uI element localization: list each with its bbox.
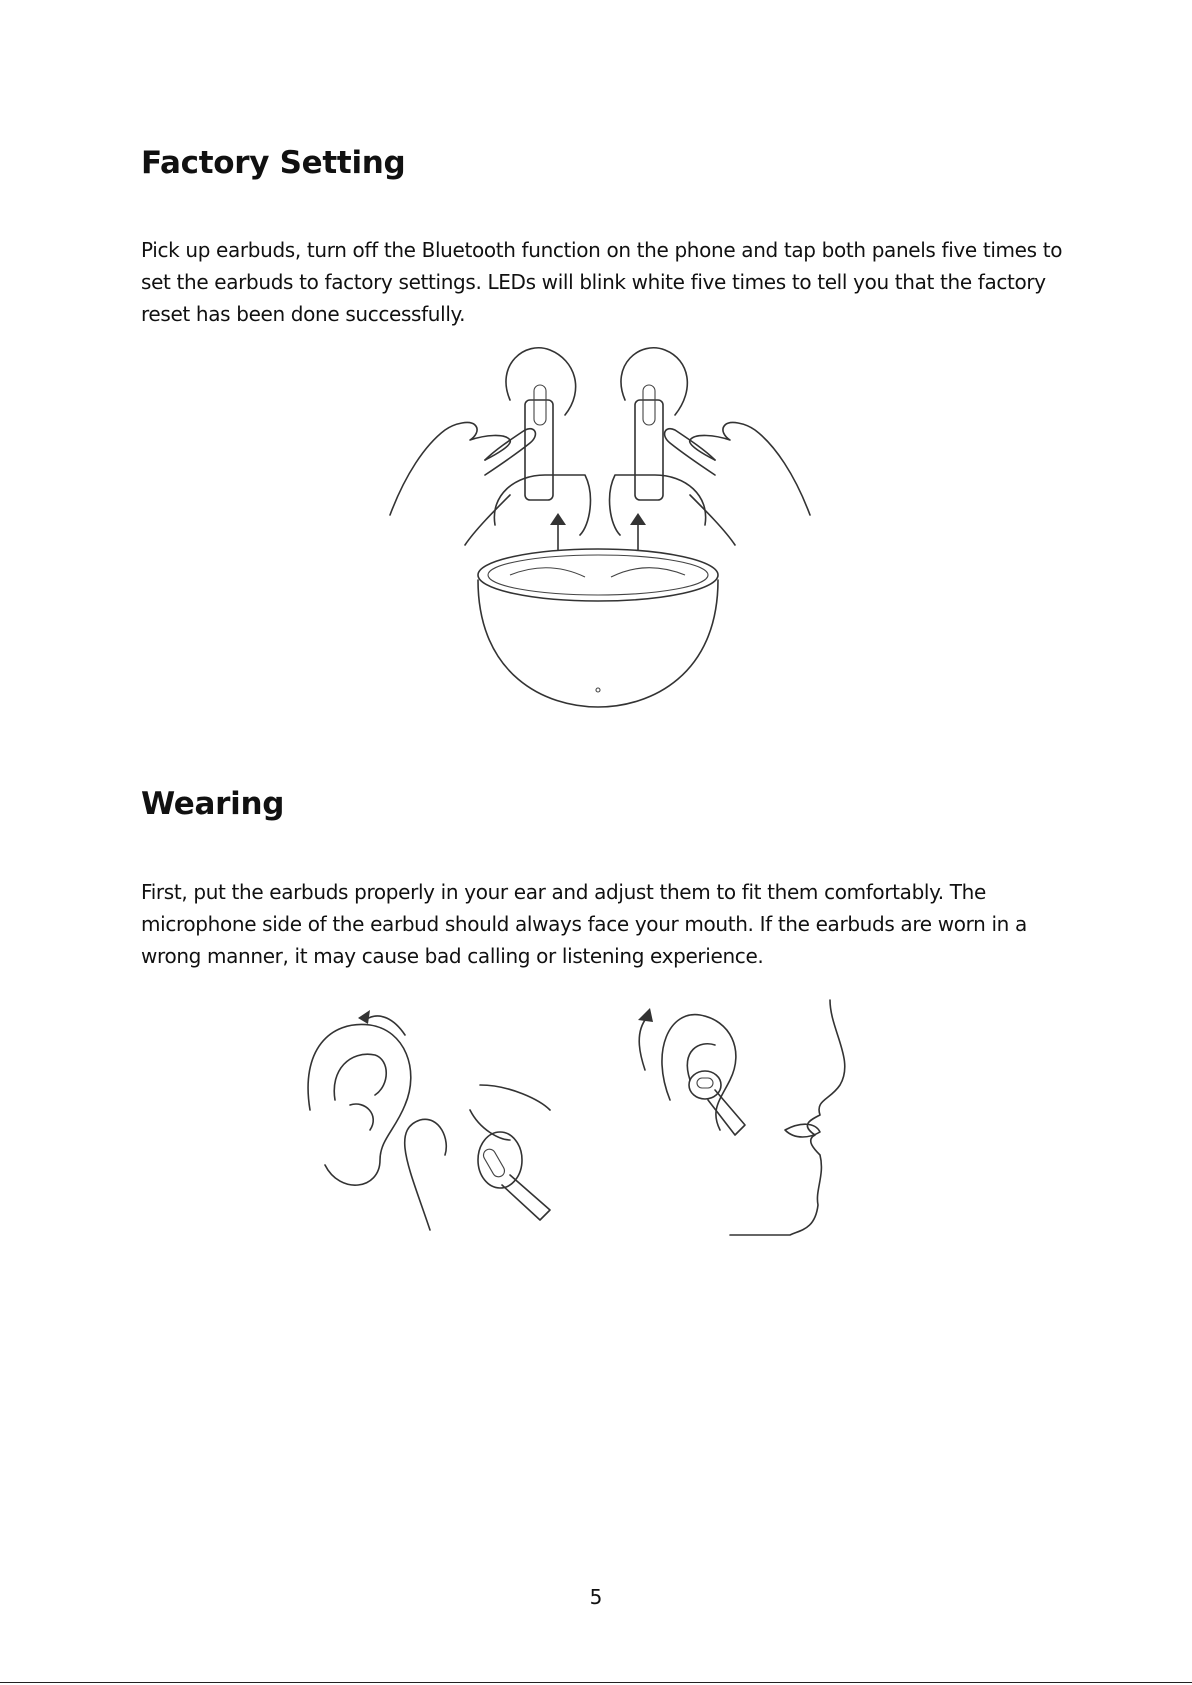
- wearing-heading: Wearing: [141, 786, 285, 822]
- earbuds-case-illustration: [385, 345, 815, 715]
- wearing-illustration: [270, 990, 930, 1270]
- wearing-text: First, put the earbuds properly in your ear and adjust them to fit them comfortably. The microphone side of the earbud should always face your mouth. If the earbuds are worn in a wrong manner, it may cause bad calling or listening experience.: [141, 880, 1027, 968]
- factory-setting-text: Pick up earbuds, turn off the Bluetooth function on the phone and tap both panels five times to set the earbuds to factory settings. LEDs will blink white five times to tell you that the factory reset has been done successfully.: [141, 238, 1063, 326]
- factory-setting-heading: Factory Setting: [141, 145, 406, 181]
- page-number: 5: [589, 1585, 603, 1609]
- page-bottom-rule: [0, 1682, 1192, 1683]
